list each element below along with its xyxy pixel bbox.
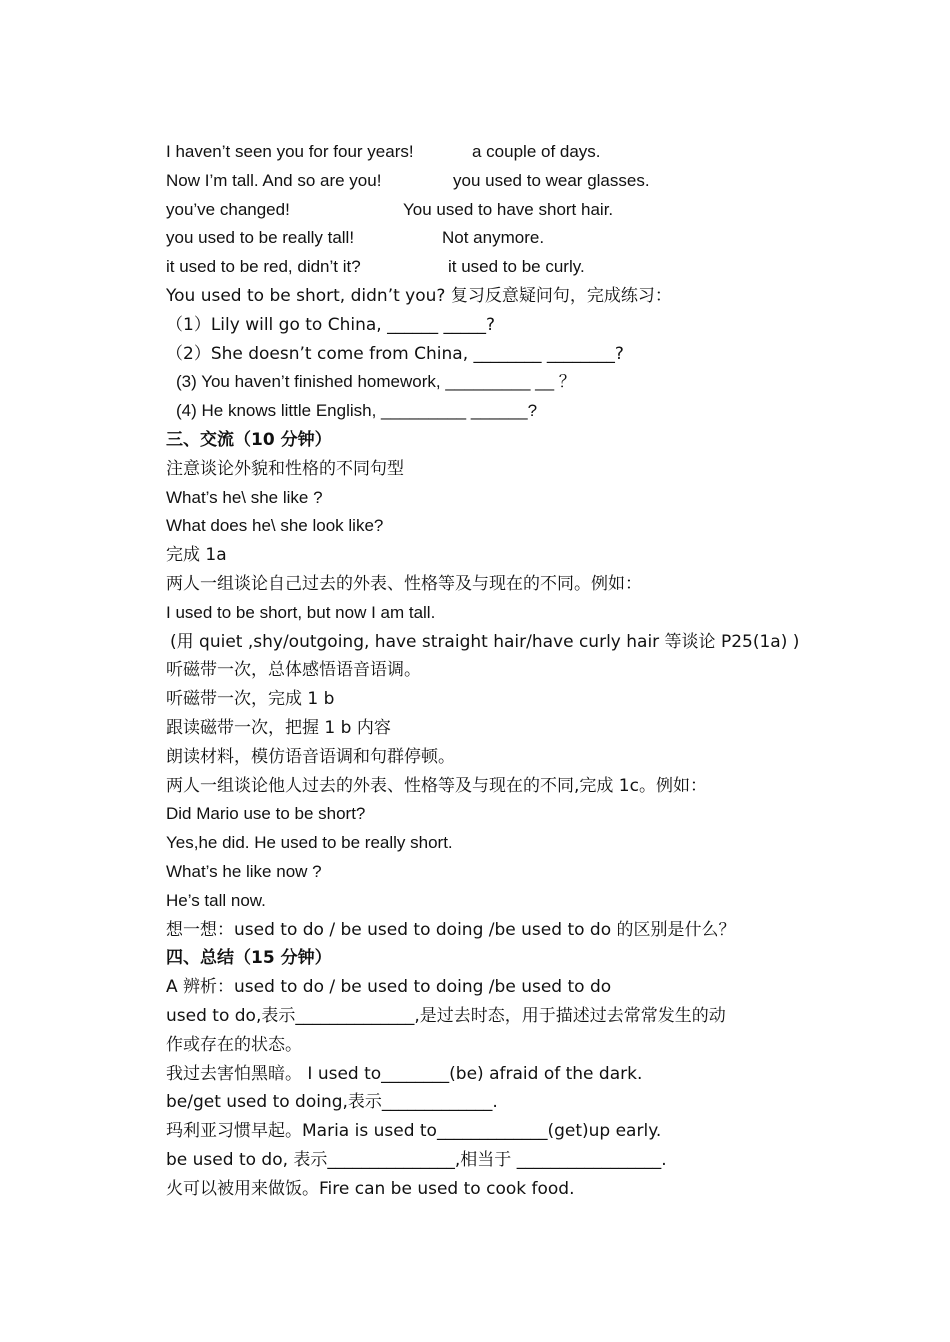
text-line: Did Mario use to be short? <box>166 804 366 824</box>
phrase-left: you’ve changed! <box>166 199 290 219</box>
phrase-right: you used to wear glasses. <box>453 170 650 190</box>
text-line: He’s tall now. <box>166 890 266 910</box>
text-line: be/get used to doing,表示_____________. <box>166 1092 498 1113</box>
phrase-pair-2 <box>166 167 806 196</box>
phrase-left: it used to be red, didn’t it? <box>166 257 361 277</box>
exercise-1: （1）Lily will go to China, ______ _____? <box>166 314 496 335</box>
text-line: I used to be short, but now I am tall. <box>166 602 436 622</box>
text-line: 作或存在的状态。 <box>166 1034 302 1055</box>
text-line: 两人一组谈论自己过去的外表、性格等及与现在的不同。例如： <box>166 573 642 594</box>
text-line: 玛利亚习惯早起。Maria is used to_____________(get)up early. <box>166 1121 662 1142</box>
review-instruction: You used to be short, didn’t you? 复习反意疑问句，完成练习： <box>166 285 672 306</box>
phrase-pair-4 <box>166 224 806 253</box>
phrase-pair-5 <box>166 253 806 282</box>
text-line: 两人一组谈论他人过去的外表、性格等及与现在的不同,完成 1c。例如： <box>166 775 707 796</box>
text-line: 注意谈论外貌和性格的不同句型 <box>166 458 404 479</box>
phrase-right: Not anymore. <box>442 228 545 248</box>
text-line: 朗读材料，模仿语音语调和句群停顿。 <box>166 746 455 767</box>
text-line: 听磁带一次，完成 1 b <box>166 689 335 710</box>
phrase-left: you used to be really tall! <box>166 228 355 248</box>
text-line: Yes,he did. He used to be really short. <box>166 833 453 853</box>
text-line: What does he\ she look like? <box>166 516 384 536</box>
text-line: (用 quiet ,shy/outgoing, have straight hair/have curly hair 等谈论 P25(1a) ) <box>170 631 800 652</box>
phrase-right: it used to be curly. <box>448 257 585 277</box>
phrase-right: You used to have short hair. <box>403 199 614 219</box>
document-content <box>166 138 806 1203</box>
text-line: 火可以被用来做饭。Fire can be used to cook food. <box>166 1178 575 1199</box>
phrase-pair-1 <box>166 138 806 167</box>
exercise-2: （2）She doesn’t come from China, ________ ________? <box>166 343 624 364</box>
text-line: 完成 1a <box>166 545 227 566</box>
text-line: 想一想：used to do / be used to doing /be used to do 的区别是什么？ <box>166 919 736 940</box>
text-line: A 辨析：used to do / be used to doing /be used to do <box>166 977 612 998</box>
text-line: 跟读磁带一次，把握 1 b 内容 <box>166 717 391 738</box>
exercise-3: (3) You haven’t finished homework, _________ __ ？ <box>176 372 576 392</box>
text-line: be used to do, 表示_______________,相当于 _________________. <box>166 1149 667 1170</box>
text-line: 我过去害怕黑暗。 I used to________(be) afraid of the dark. <box>166 1063 643 1084</box>
text-line: 听磁带一次，总体感悟语音语调。 <box>166 660 421 681</box>
section-heading-3: 三、交流（10 分钟） <box>166 429 332 450</box>
phrase-left: I haven’t seen you for four years! <box>166 142 414 161</box>
exercise-4: (4) He knows little English, _________ ______? <box>176 401 538 421</box>
text-line: used to do,表示______________,是过去时态，用于描述过去常常发生的动 <box>166 1005 726 1026</box>
phrase-pair-3 <box>166 196 806 225</box>
section-heading-4: 四、总结（15 分钟） <box>166 948 332 969</box>
text-line: What’s he\ she like ? <box>166 487 323 507</box>
phrase-left: Now I’m tall. And so are you! <box>166 170 382 190</box>
text-line: What’s he like now ? <box>166 861 322 881</box>
phrase-right: a couple of days. <box>472 142 601 161</box>
